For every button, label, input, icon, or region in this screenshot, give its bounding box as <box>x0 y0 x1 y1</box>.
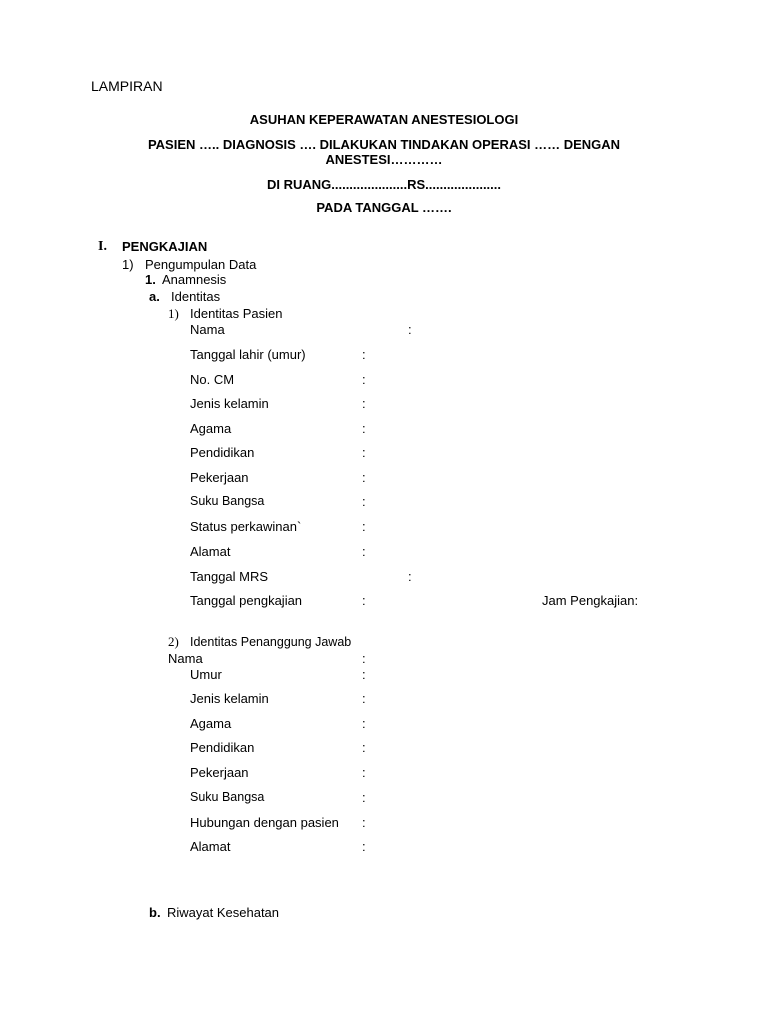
patient-field-label: Nama <box>190 322 225 337</box>
identitas-label: Identitas <box>171 289 221 304</box>
patient-field-colon: : <box>362 347 366 362</box>
patient-field-label: Tanggal pengkajian <box>190 593 303 608</box>
patient-field-colon: : <box>362 421 366 436</box>
guardian-field-colon: : <box>362 691 366 706</box>
guardian-field-label: Suku Bangsa <box>190 790 265 804</box>
patient-field-label: No. CM <box>190 372 235 387</box>
subsection-label: Pengumpulan Data <box>145 257 257 272</box>
section-number: I. <box>98 239 107 254</box>
guardian-field-label: Alamat <box>190 839 231 854</box>
guardian-field-colon: : <box>362 839 366 854</box>
patient-field-label: Jenis kelamin <box>190 396 269 411</box>
guardian-field-label: Jenis kelamin <box>190 691 269 706</box>
subsection-number: 1) <box>122 257 134 272</box>
guardian-heading: Identitas Penanggung Jawab <box>190 635 352 649</box>
section-title: PENGKAJIAN <box>122 239 208 254</box>
riwayat-number: b. <box>149 905 161 920</box>
patient-field-colon: : <box>362 494 366 509</box>
guardian-field-label: Nama <box>168 651 203 666</box>
patient-field-label: Alamat <box>190 544 231 559</box>
patient-field-colon: : <box>408 569 412 584</box>
guardian-field-colon: : <box>362 667 366 682</box>
patient-field-colon: : <box>362 544 366 559</box>
patient-field-colon: : <box>362 470 366 485</box>
guardian-field-label: Pekerjaan <box>190 765 249 780</box>
anamnesis-number: 1. <box>145 272 156 287</box>
guardian-field-colon: : <box>362 790 366 805</box>
patient-field-label: Agama <box>190 421 232 436</box>
patient-field-label: Tanggal MRS <box>190 569 269 584</box>
patient-number: 1) <box>168 306 179 321</box>
guardian-field-colon: : <box>362 716 366 731</box>
patient-field-colon: : <box>362 519 366 534</box>
document-title: ASUHAN KEPERAWATAN ANESTESIOLOGI <box>249 112 519 127</box>
guardian-number: 2) <box>168 634 179 649</box>
guardian-field-label: Umur <box>190 667 222 682</box>
patient-field-colon: : <box>362 372 366 387</box>
jam-pengkajian-label: Jam Pengkajian: <box>542 593 639 608</box>
subtitle-line-1: PASIEN ….. DIAGNOSIS …. DILAKUKAN TINDAKAN OPERASI …… DENGAN <box>147 137 621 152</box>
guardian-field-label: Hubungan dengan pasien <box>190 815 339 830</box>
patient-heading: Identitas Pasien <box>190 306 283 321</box>
patient-field-label: Suku Bangsa <box>190 494 265 508</box>
patient-field-colon: : <box>362 445 366 460</box>
riwayat-label: Riwayat Kesehatan <box>167 905 280 920</box>
patient-field-label: Pendidikan <box>190 445 255 460</box>
patient-field-colon: : <box>362 593 366 608</box>
guardian-field-label: Agama <box>190 716 232 731</box>
patient-field-label: Status perkawinan` <box>190 519 302 534</box>
guardian-field-colon: : <box>362 651 366 666</box>
ruang-line: DI RUANG.....................RS..................... <box>266 177 502 192</box>
guardian-field-label: Pendidikan <box>190 740 255 755</box>
patient-field-colon: : <box>408 322 412 337</box>
anamnesis-label: Anamnesis <box>162 272 227 287</box>
guardian-field-colon: : <box>362 815 366 830</box>
lampiran-label: LAMPIRAN <box>91 78 163 94</box>
tanggal-line: PADA TANGGAL ……. <box>316 200 452 215</box>
guardian-field-colon: : <box>362 740 366 755</box>
guardian-field-colon: : <box>362 765 366 780</box>
identitas-number: a. <box>149 289 160 304</box>
subtitle-line-2: ANESTESI………… <box>325 152 443 167</box>
patient-field-colon: : <box>362 396 366 411</box>
patient-field-label: Tanggal lahir (umur) <box>190 347 306 362</box>
patient-field-label: Pekerjaan <box>190 470 249 485</box>
